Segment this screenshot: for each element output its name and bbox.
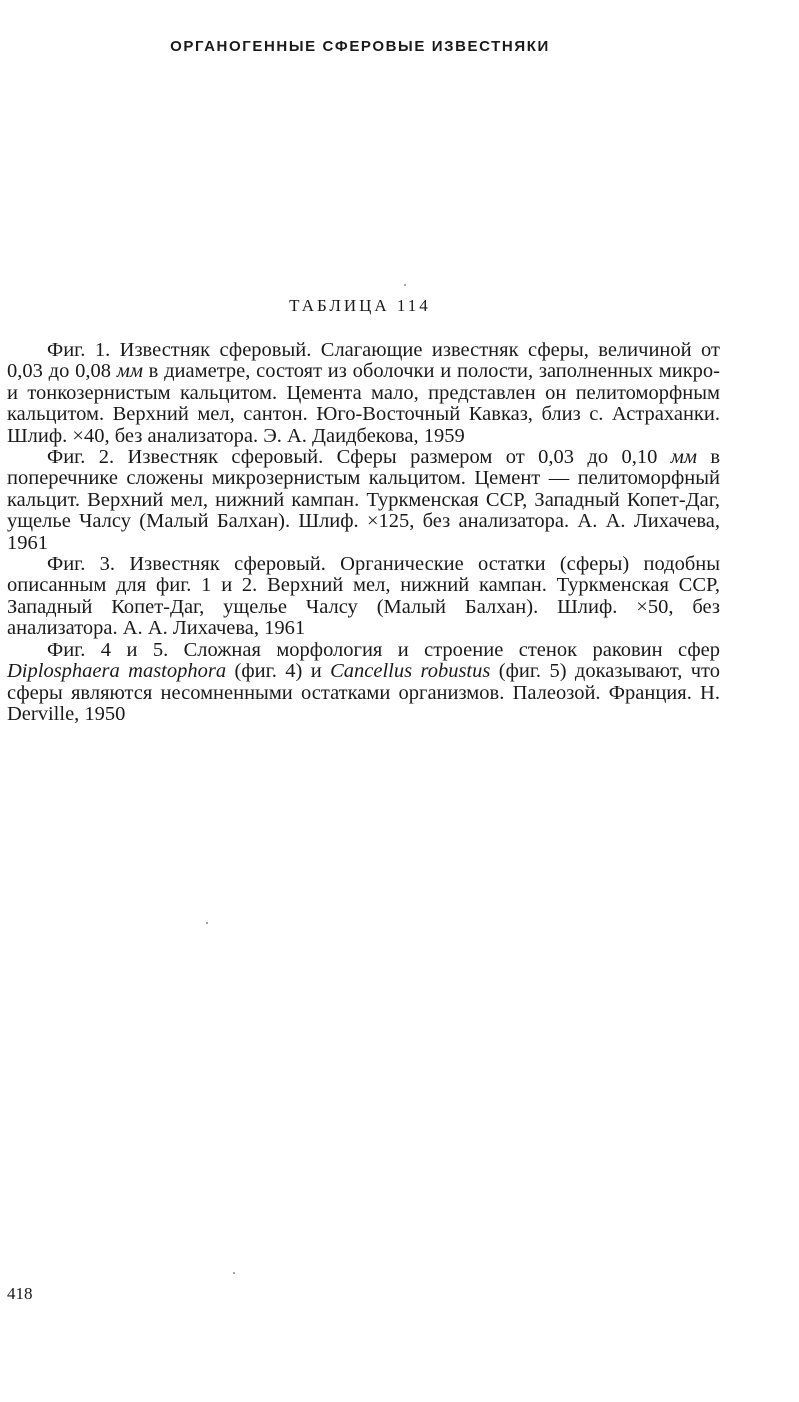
caption-text: (фиг. 5) доказывают, что сферы являются несомненными остатками организмов. Палеозой. Франция. H. Derville, 1950	[7, 660, 720, 725]
caption-text: в поперечнике сложены микрозернистым кальцитом. Цемент — пелитоморфный кальцит. Верхний мел, нижний кампан. Туркменская ССР, Западный Копет-Даг, ущелье Чалсу (Малый Балхан). Шлиф. ×125, без анализатора. А. А. Лихачева, 1961	[7, 446, 720, 554]
print-speck	[404, 284, 406, 286]
unit-mm: мм	[670, 446, 697, 469]
caption-text: Фиг. 4 и 5. Сложная морфология и строение стенок раковин сфер	[47, 638, 720, 661]
caption-text: Фиг. 1. Известняк сферовый. Слагающие известняк сферы, величиной от 0,03 до 0,08	[7, 339, 720, 383]
species-name: Cancellus robustus	[330, 660, 491, 683]
page-number: 418	[7, 1284, 33, 1303]
caption-text: Фиг. 2. Известняк сферовый. Сферы размером от 0,03 до 0,10	[47, 446, 671, 469]
caption-text: Фиг. 3. Известняк сферовый. Органические остатки (сферы) подобны описанным для фиг. 1 и 2. Верхний мел, нижний кампан. Туркменская ССР, Западный Копет-Даг, ущелье Чалсу (Малый Балхан). Шлиф. ×50, без анализатора. А. А. Лихачева, 1961	[7, 553, 720, 640]
running-head: ОРГАНОГЕННЫЕ СФЕРОВЫЕ ИЗВЕСТНЯКИ	[170, 38, 550, 55]
caption-fig-1	[7, 340, 720, 447]
print-speck	[206, 922, 208, 924]
print-speck	[233, 1272, 235, 1274]
species-name: Diplosphaera mastophora	[7, 660, 227, 683]
caption-fig-2	[7, 447, 720, 554]
caption-text: в диаметре, состоят из оболочки и полости, заполненных микро- и тонкозернистым кальцитом. Цемента мало, представлен он пелитоморфным кальцитом. Верхний мел, сантон. Юго-Восточный Кавказ, близ с. Астраханки. Шлиф. ×40, без анализатора. Э. А. Даидбекова, 1959	[7, 360, 720, 447]
caption-fig-4-5	[7, 640, 720, 726]
caption-text: (фиг. 4) и	[226, 660, 331, 683]
figure-captions	[7, 340, 720, 725]
table-title: ТАБЛИЦА 114	[289, 296, 431, 315]
caption-fig-3	[7, 554, 720, 640]
unit-mm: мм	[116, 360, 143, 383]
